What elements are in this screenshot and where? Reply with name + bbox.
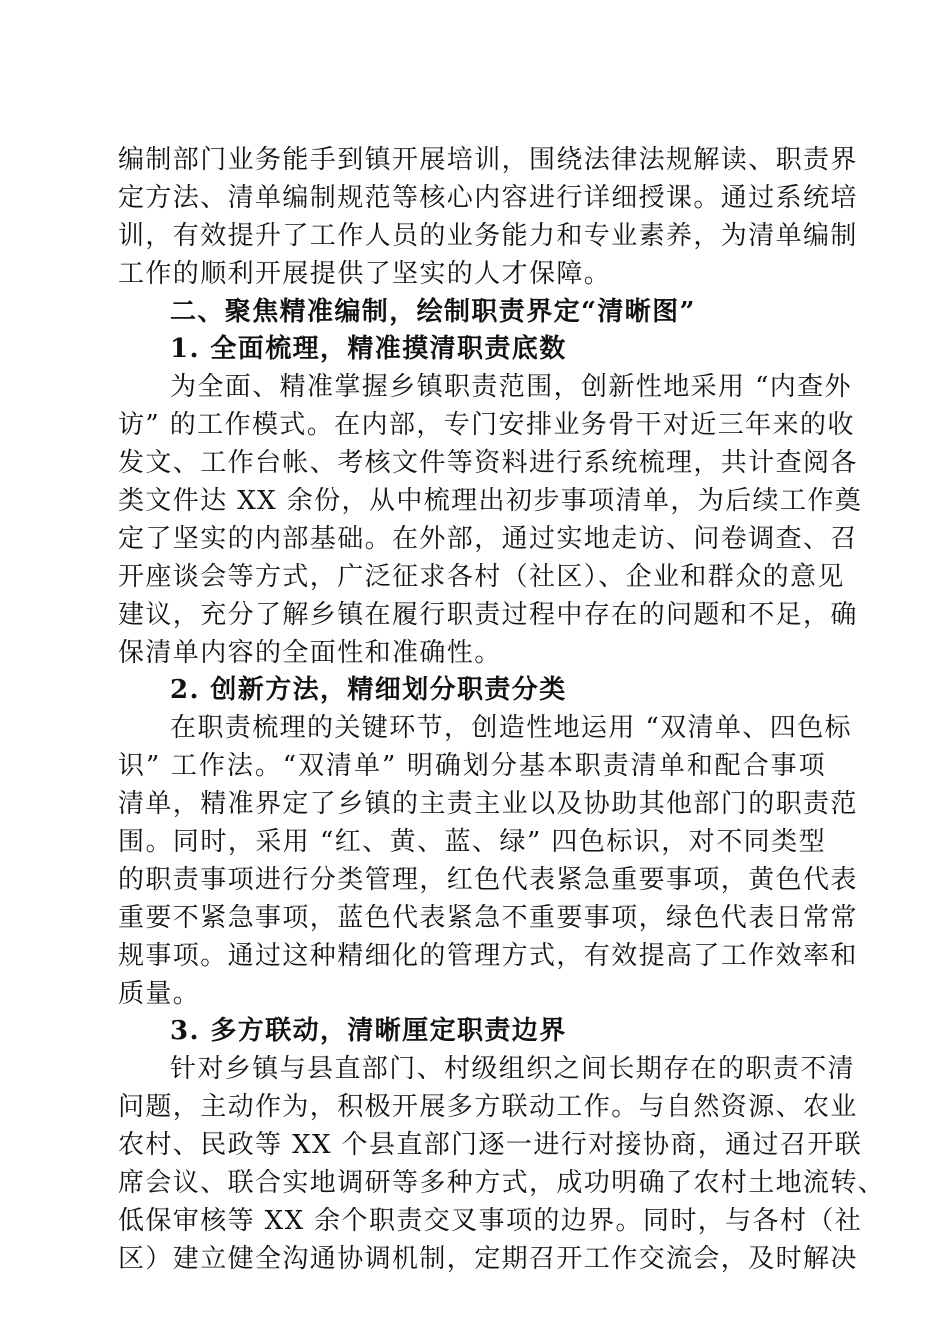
text-line: 席会议、联合实地调研等多种方式，成功明确了农村土地流转、 — [118, 1168, 886, 1199]
text-line: 开座谈会等方式，广泛征求各村（社区）、企业和群众的意见 — [118, 561, 845, 592]
text-line: 建议，充分了解乡镇在履行职责过程中存在的问题和不足，确 — [118, 599, 858, 630]
text-line: 低保审核等 XX 余个职责交叉事项的边界。同时，与各村（社 — [118, 1205, 863, 1236]
paragraph-comprehensive-review — [118, 369, 863, 672]
subsection-heading: 1. 全面梳理，精准摸清职责底数 — [170, 334, 567, 365]
text-line: 训，有效提升了工作人员的业务能力和专业素养，为清单编制 — [118, 220, 858, 251]
section-heading: 二、聚焦精准编制，绘制职责界定“清晰图” — [170, 296, 696, 327]
text-line: 编制部门业务能手到镇开展培训，围绕法律法规解读、职责界 — [118, 145, 858, 175]
text-line: 保清单内容的全面性和准确性。 — [118, 637, 502, 668]
text-line: 类文件达 XX 余份，从中梳理出初步事项清单，为后续工作奠 — [118, 486, 863, 517]
paragraph-training-continuation — [118, 142, 858, 294]
text-line: 问题，主动作为，积极开展多方联动工作。与自然资源、农业 — [118, 1092, 858, 1123]
text-line: 重要不紧急事项，蓝色代表紧急不重要事项，绿色代表日常常 — [118, 902, 858, 933]
paragraph-classification-method — [118, 710, 858, 1013]
subsection-heading: 3. 多方联动，清晰厘定职责边界 — [170, 1016, 567, 1047]
text-line: 工作的顺利开展提供了坚实的人才保障。 — [118, 258, 612, 289]
text-line: 定方法、清单编制规范等核心内容进行详细授课。通过系统培 — [118, 182, 858, 213]
text-line: 在职责梳理的关键环节，创造性地运用 “双清单、四色标 — [170, 713, 852, 744]
subsection-heading: 2. 创新方法，精细划分职责分类 — [170, 675, 567, 706]
text-line: 围。同时，采用 “红、黄、蓝、绿” 四色标识，对不同类型 — [118, 827, 826, 858]
text-line: 为全面、精准掌握乡镇职责范围，创新性地采用 “内查外 — [170, 372, 852, 403]
document-body — [118, 142, 886, 1279]
text-line: 发文、工作台帐、考核文件等资料进行系统梳理，共计查阅各 — [118, 448, 858, 479]
paragraph-multi-party-linkage — [118, 1051, 886, 1278]
text-line: 区）建立健全沟通协调机制，定期召开工作交流会，及时解决 — [118, 1243, 858, 1274]
text-line: 的职责事项进行分类管理，红色代表紧急重要事项，黄色代表 — [118, 864, 858, 895]
text-line: 农村、民政等 XX 个县直部门逐一进行对接协商，通过召开联 — [118, 1130, 863, 1161]
text-line: 定了坚实的内部基础。在外部，通过实地走访、问卷调查、召 — [118, 523, 858, 554]
text-line: 访” 的工作模式。在内部，专门安排业务骨干对近三年来的收 — [118, 410, 855, 441]
text-line: 识” 工作法。“双清单” 明确划分基本职责清单和配合事项 — [118, 751, 826, 782]
text-line: 针对乡镇与县直部门、村级组织之间长期存在的职责不清 — [170, 1054, 856, 1085]
text-line: 清单，精准界定了乡镇的主责主业以及协助其他部门的职责范 — [118, 789, 858, 820]
text-line: 质量。 — [118, 978, 201, 1009]
text-line: 规事项。通过这种精细化的管理方式，有效提高了工作效率和 — [118, 940, 858, 971]
